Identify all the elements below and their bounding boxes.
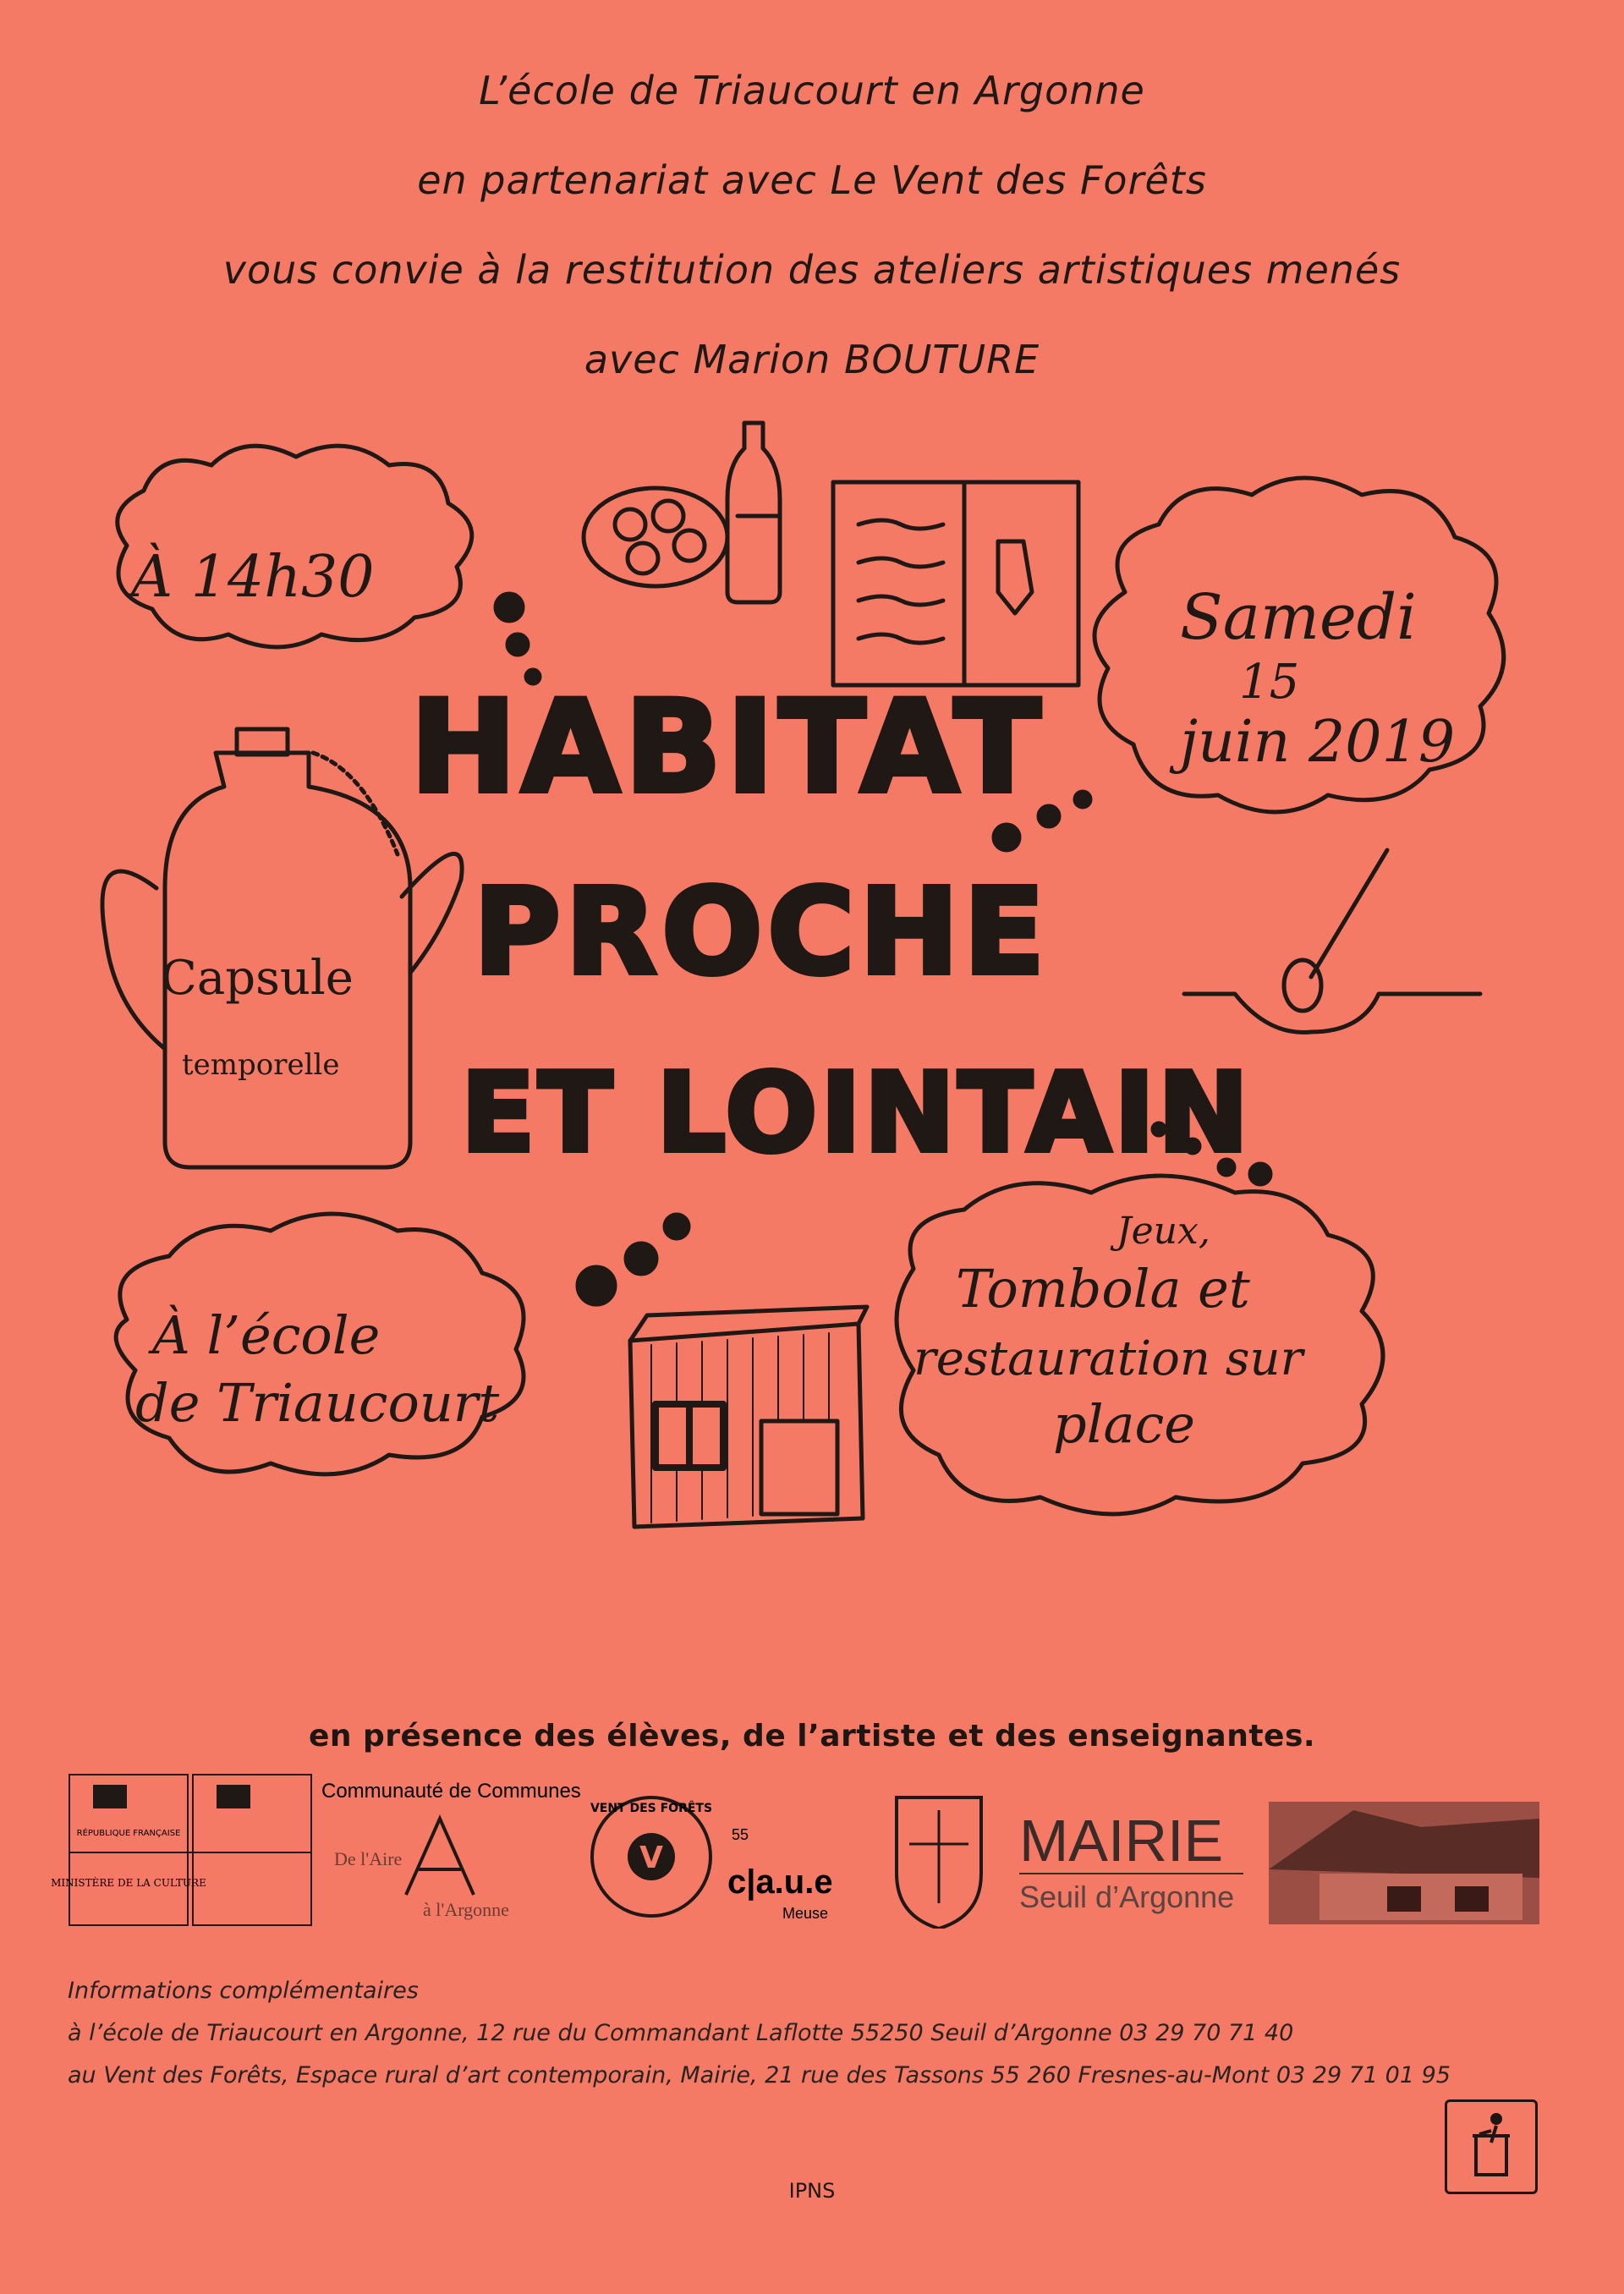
caue-name: c|a.u.e <box>727 1863 833 1901</box>
mairie-logo <box>1019 1808 1243 1914</box>
bottle-drawing <box>727 423 780 602</box>
date-number-text: 15 <box>1239 655 1300 710</box>
book-drawing <box>833 482 1078 685</box>
plate-drawing <box>584 488 727 586</box>
ministry-logo <box>51 1775 311 1925</box>
place-line-2: de Triaucourt <box>135 1372 500 1434</box>
intro-line-3: vous convie à la restitution des ateliers artistiques menés <box>222 247 1402 293</box>
ipns-label: IPNS <box>788 2179 836 2203</box>
coat-of-arms-logo <box>897 1797 981 1929</box>
title-line-2: PROCHE <box>474 864 1050 1002</box>
title-line-3: ET LOINTAIN <box>461 1051 1253 1177</box>
partner-logos <box>0 1759 1624 1929</box>
cc-name-2: à l'Argonne <box>423 1899 509 1920</box>
intro-line-2: en partenariat avec Le Vent des Forêts <box>417 157 1207 203</box>
extras-line-3: restauration sur <box>914 1331 1303 1386</box>
capsule-label-1: Capsule <box>161 951 354 1006</box>
intro-line-1: L’école de Triaucourt en Argonne <box>479 68 1145 113</box>
spoon-drawing <box>1311 850 1387 977</box>
capsule-label-2: temporelle <box>182 1048 340 1082</box>
title-line-1: HABITAT <box>410 674 1046 821</box>
cc-name-1: De l'Aire <box>334 1848 403 1869</box>
info-line-1: à l’école de Triaucourt en Argonne, 12 rue du Commandant Laflotte 55250 Seuil d’Argonne 03 29 70 71 40 <box>68 2020 1294 2046</box>
caue-number: 55 <box>732 1826 749 1843</box>
vent-des-forets-logo <box>590 1797 712 1916</box>
extras-line-1: Jeux, <box>1116 1210 1210 1253</box>
cc-label-text: Communauté de Communes <box>321 1780 581 1803</box>
caue-sub: Meuse <box>782 1905 829 1922</box>
month-year-text: juin 2019 <box>1180 709 1456 776</box>
extras-line-2: Tombola et <box>956 1258 1250 1320</box>
mairie-sub-text: Seuil d’Argonne <box>1019 1880 1235 1914</box>
extras-line-4: place <box>1053 1393 1195 1455</box>
vent-letter: V <box>639 1841 663 1875</box>
info-heading: Informations complémentaires <box>68 1978 419 2004</box>
ministry-name-text: MINISTÈRE DE LA CULTURE <box>51 1877 206 1889</box>
school-photo <box>1269 1802 1539 1924</box>
day-text: Samedi <box>1180 581 1417 654</box>
communaute-communes-logo <box>321 1780 581 1920</box>
time-text: À 14h30 <box>131 544 375 611</box>
intro-line-4: avec Marion BOUTURE <box>584 337 1040 382</box>
presence-line: en présence des élèves, de l’artiste et des enseignantes. <box>308 1719 1316 1753</box>
vent-ring-text: VENT DES FORÊTS <box>590 1802 713 1815</box>
ministry-top-text: RÉPUBLIQUE FRANÇAISE <box>76 1829 181 1838</box>
caue-logo <box>727 1826 833 1922</box>
place-line-1: À l’école <box>152 1304 381 1366</box>
info-line-2: au Vent des Forêts, Espace rural d’art contemporain, Mairie, 21 rue des Tassons 55 260 Fresnes-au-Mont 03 29 71 01 95 <box>68 2062 1451 2088</box>
mairie-text: MAIRIE <box>1019 1808 1224 1874</box>
